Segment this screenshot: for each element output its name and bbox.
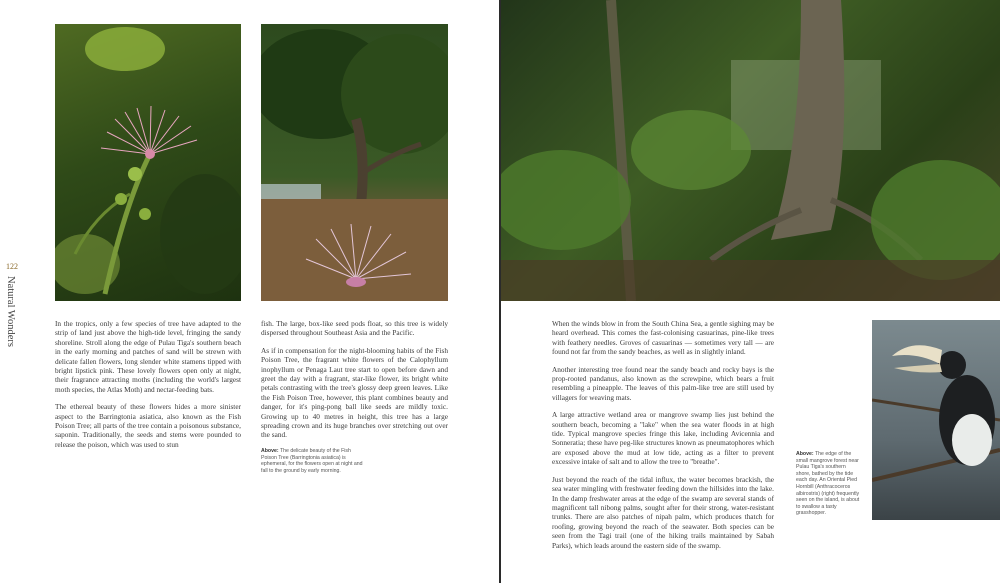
paragraph: In the tropics, only a few species of tree have adapted to the strip of land just above the high-tide level, fringing the sandy shoreline. Stroll along the edge of Pulau Tiga's southern beach in the early morning and patches of sand will be strewn with delicate fallen flowers, long slender white stamens tipped with bright lipstick pink. These lovely flowers open only at night, their fragrance attracting moths (including the world's largest moth species, the Atlas Moth) and nectar-feeding bats. — [55, 319, 241, 394]
photo-barringtonia-flower — [55, 24, 241, 301]
photo-oriental-pied-hornbill — [872, 320, 1000, 520]
caption-mangrove — [796, 451, 860, 517]
right-column — [552, 319, 774, 558]
running-head-text: Natural Wonders — [5, 276, 16, 347]
photo-fish-poison-tree — [261, 24, 448, 301]
caption-label: Above: — [796, 451, 814, 457]
page-number: 122 — [6, 262, 18, 271]
left-column-2 — [261, 319, 448, 448]
caption-flower — [261, 448, 365, 474]
paragraph: Just beyond the reach of the tidal influx, the water becomes brackish, the sea water mingling with freshwater feeding down the hillsides into the lake. In the damp freshwater areas at the edge of the swamp are several stands of magnificent tall nibong palms, sought after for their strong, water-resistant trunks. There are also patches of nipah palm, which produces thatch for roofing, growing beyond the reach of the seawater. Both species can be seen from the Tagi trail (one of the hiking trails maintained by Sabah Parks), which leads around the eastern side of the swamp. — [552, 474, 774, 550]
caption-text: The edge of the small mangrove forest near Pulau Tiga's southern shore, bathed by the tide each day. An Oriental Pied Hornbill (Anthracoceros albirostris) (right) frequently seen on the island, is about to swallow a tasty grasshopper. — [796, 451, 860, 517]
paragraph: A large attractive wetland area or mangrove swamp lies just behind the southern beach, becoming a "lake" when the sea water floods in at high tide. Typical mangrove species fringe this lake, including Avicennia and Sonneratia; these have peg-like structures known as pneumatophores which are exposed above the mud at low tide, acting as a filter to prevent excessive intake of salt and to allow the tree to "breathe". — [552, 410, 774, 467]
caption-label: Above: — [261, 448, 279, 454]
paragraph: When the winds blow in from the South China Sea, a gentle sighing may be heard overhead. This comes the fast-colonising casuarinas, pine-like trees with feathery needles. Groves of casuarinas — sometimes very tall — are found not far from the sandy beaches, as well as in slightly inland. — [552, 319, 774, 357]
left-column-1 — [55, 319, 241, 457]
photo-mangrove-forest — [501, 0, 1000, 301]
paragraph: Another interesting tree found near the sandy beach and rocky bays is the prop-rooted pandanus, also known as the screwpine, which bears a fruit resembling a pineapple. The leaves of this palm-like tree are still used by villagers for weaving mats. — [552, 364, 774, 402]
caption-text: The delicate beauty of the Fish Poison Tree (Barringtonia asiatica) is ephemeral, for the flowers open at night and fall to the ground by early morning. — [261, 448, 363, 474]
paragraph: The ethereal beauty of these flowers hides a more sinister aspect to the Barringtonia asiatica, also known as the Fish Poison Tree; all parts of the tree contain a poisonous substance, saponin. Traditionally, the seeds and stems were pounded to release the poison, which was used to stun — [55, 402, 241, 449]
paragraph: fish. The large, box-like seed pods float, so this tree is widely dispersed throughout Southeast Asia and the Pacific. — [261, 319, 448, 338]
running-head — [4, 262, 16, 347]
paragraph: As if in compensation for the night-blooming habits of the Fish Poison Tree, the fragrant white flowers of the Calophyllum inophyllum or Penaga Laut tree start to open before dawn and greet the day with a fragrant, star-like flower, its bright white petals contrasting with the tree's glossy deep green leaves. Like the Fish Poison Tree, however, this plant combines beauty and danger, for it's ping-pong ball like seeds are mildly toxic. Growing up to 40 metres in height, this tree has a large spreading crown and its huge branches over stretching out over the sand. — [261, 345, 448, 440]
